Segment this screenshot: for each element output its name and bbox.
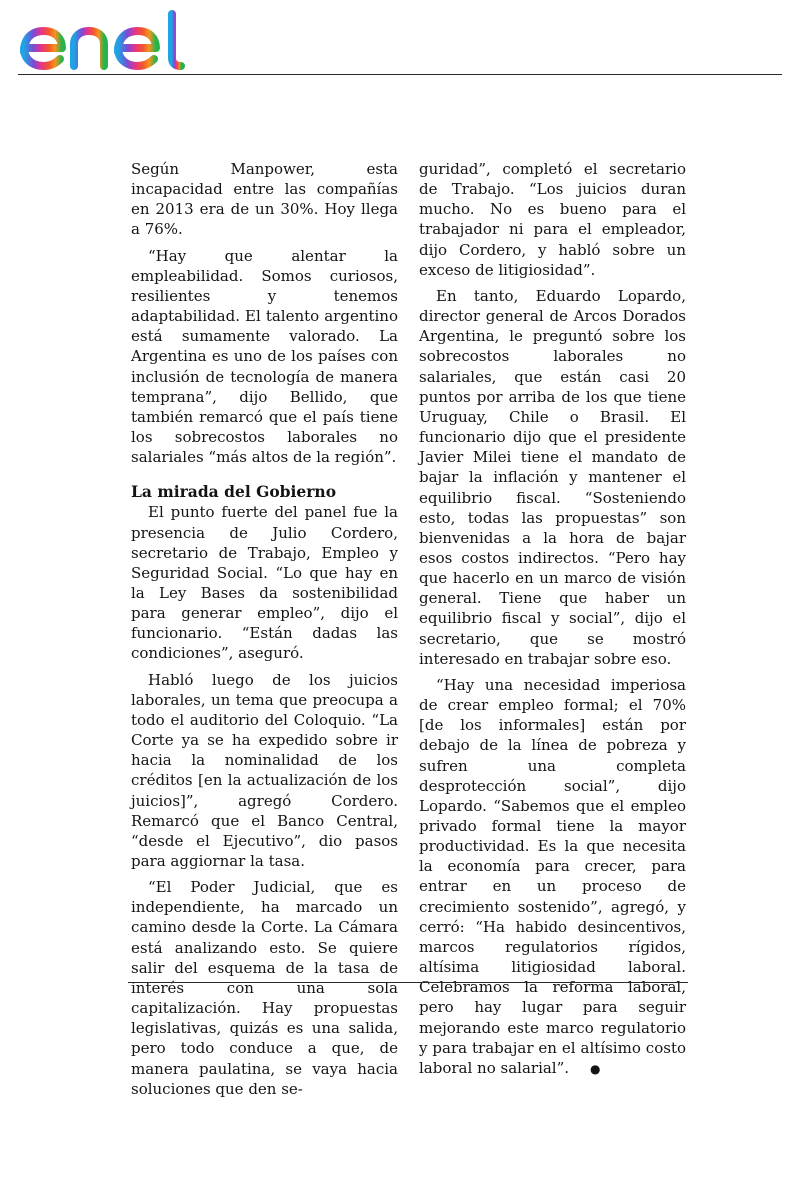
enel-logo-mark	[18, 6, 193, 72]
enel-logo	[18, 6, 193, 72]
article-column-left	[131, 159, 398, 1099]
paragraph: Según Manpower, esta incapacidad entre las compañías en 2013 era de un 30%. Hoy llega a 76%.	[131, 160, 398, 239]
paragraph: “El Poder Judicial, que es independiente, ha marcado un camino desde la Corte. La Cámara está analizando esto. Se quiere salir del esquema de la tasa de interés con una sola capitalización. Hay propuestas legislativas, quizás es una salida, pero todo conduce a que, de manera paulatina, se vaya hacia soluciones que den se-	[131, 878, 398, 1098]
header-divider	[18, 74, 782, 75]
end-of-article-bullet-icon: ●	[590, 1061, 601, 1076]
paragraph: El punto fuerte del panel fue la presencia de Julio Cordero, secretario de Trabajo, Empleo y Seguridad Social. “Lo que hay en la Ley Bases da sostenibilidad para generar empleo”, dijo el funcionario. “Están dadas las condiciones”, aseguró.	[131, 503, 398, 663]
paragraph-text: “Hay una necesidad imperiosa de crear empleo formal; el 70% [de los informales] están por debajo de la línea de pobreza y sufren una completa desprotección social”, dijo Lopardo. “Sabemos que el empleo privado formal tiene la mayor productividad. Es la que necesita la economía para crecer, para entrar en un proceso de crecimiento sostenido”, agregó, y cerró: “Ha habido desincentivos, marcos regulatorios rígidos, altísima litigiosidad laboral. Celebramos la reforma laboral, pero hay lugar para seguir mejorando este marco regulatorio y para trabajar en el altísimo costo laboral no salarial”.	[419, 675, 686, 1077]
section-heading: La mirada del Gobierno	[131, 482, 337, 502]
article-column-right	[419, 159, 686, 1079]
paragraph: guridad”, completó el secretario de Trabajo. “Los juicios duran mucho. No es bueno para el trabajador ni para el empleador, dijo Cordero, y habló sobre un exceso de litigiosidad”.	[419, 160, 686, 279]
paragraph: “Hay que alentar la empleabilidad. Somos curiosos, resilientes y tenemos adaptabilidad. El talento argentino está sumamente valorado. La Argentina es uno de los países con inclusión de tecnología de manera temprana”, dijo Bellido, que también remarcó que el país tiene los sobrecostos laborales no salariales “más altos de la región”.	[131, 246, 398, 467]
paragraph	[419, 675, 686, 1079]
paragraph: En tanto, Eduardo Lopardo, director general de Arcos Dorados Argentina, le preguntó sobre los sobrecostos laborales no salariales, que están casi 20 puntos por arriba de los que tiene Uruguay, Chile o Brasil. El funcionario dijo que el presidente Javier Milei tiene el mandato de bajar la inflación y mantener el equilibrio fiscal. “Sosteniendo esto, todas las propuestas” son bienvenidas a la hora de bajar esos costos indirectos. “Pero hay que hacerlo en un marco de visión general. Tiene que haber un equilibrio fiscal y social”, dijo el secretario, que se mostró interesado en trabajar sobre eso.	[419, 286, 686, 668]
paragraph: Habló luego de los juicios laborales, un tema que preocupa a todo el auditorio del Coloquio. “La Corte ya se ha expedido sobre ir hacia la nominalidad de los créditos [en la actualización de los juicios]”, agregó Cordero. Remarcó que el Banco Central, “desde el Ejecutivo”, dio pasos para aggiornar la tasa.	[131, 670, 398, 870]
footer-divider	[128, 982, 688, 983]
